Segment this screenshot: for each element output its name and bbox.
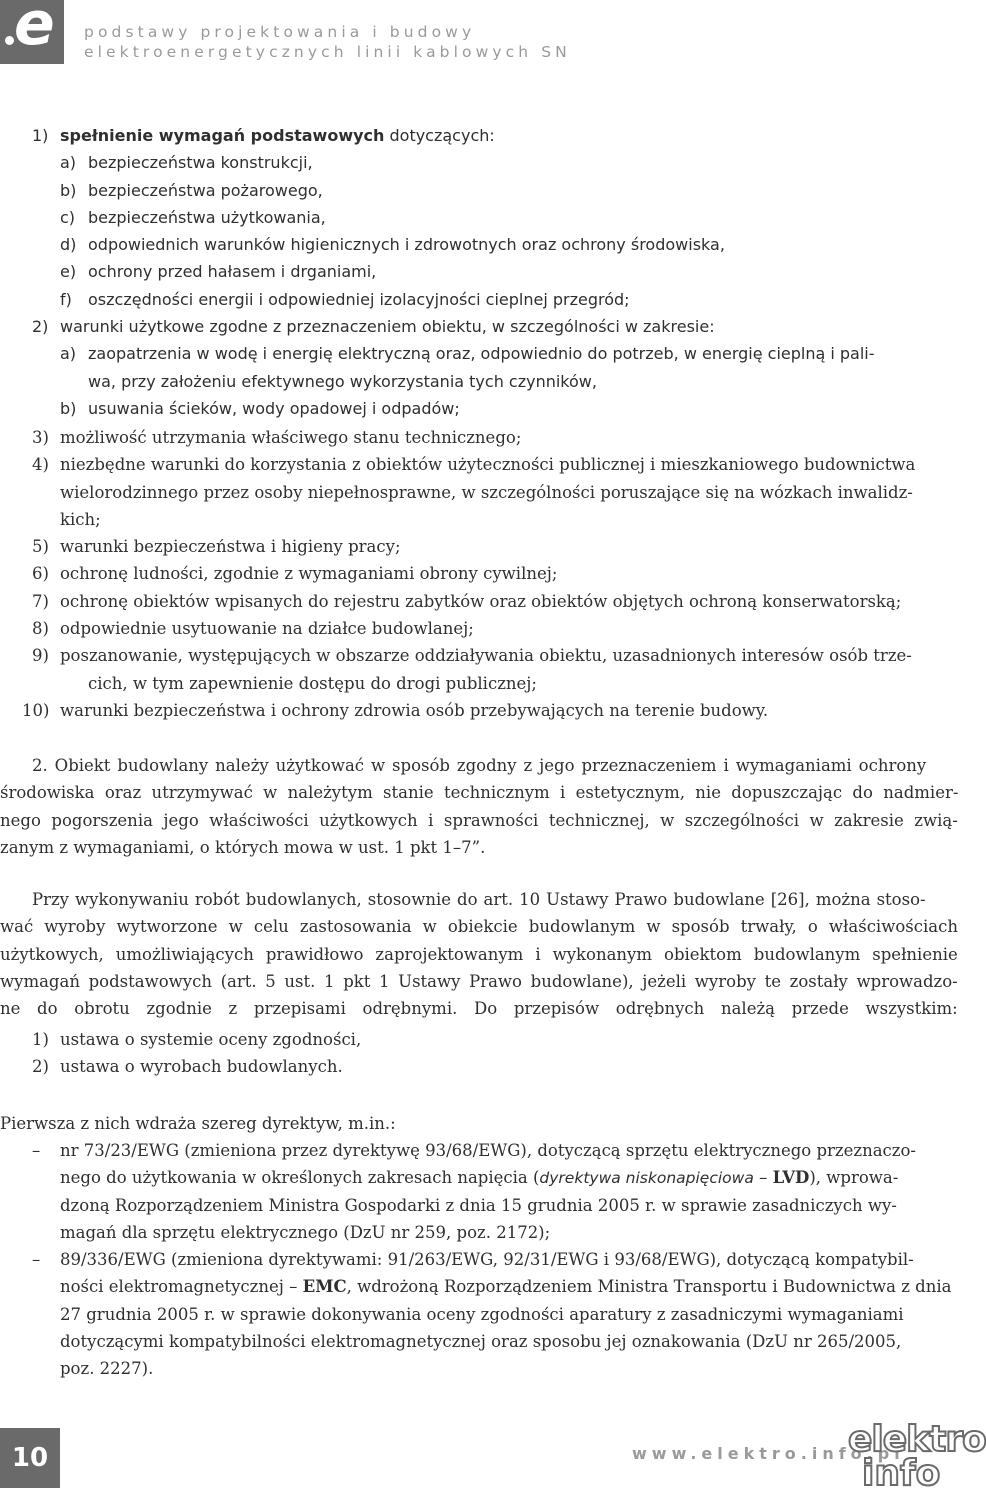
list-marker: c) — [60, 207, 76, 227]
list-text: zaopatrzenia w wodę i energię elektryczną oraz, odpowiednio do potrzeb, w energię cieplną i pali- — [88, 344, 875, 364]
list-marker: 3) — [32, 428, 49, 447]
logo-word-2: info — [862, 1453, 941, 1494]
list-item — [0, 1026, 960, 1053]
list-marker: 4) — [32, 455, 49, 475]
list-item — [0, 340, 960, 367]
paragraph-line: wać wyroby wytworzone w celu zastosowania w obiekcie budowlanym w sposób trwały, o właściwościach — [0, 917, 958, 937]
list-item — [0, 1328, 960, 1355]
list-item — [0, 588, 960, 615]
list-text: magań dla sprzętu elektrycznego (DzU nr 259, poz. 2172); — [60, 1222, 551, 1242]
list-text: usuwania ścieków, wody opadowej i odpadów; — [88, 398, 460, 418]
list-item — [0, 177, 960, 204]
list-item — [0, 615, 960, 642]
list-text: 89/336/EWG (zmieniona dyrektywami: 91/263/EWG, 92/31/EWG i 93/68/EWG), dotyczącą kompatybil- — [60, 1250, 914, 1270]
elektro-info-logo — [846, 1419, 986, 1494]
list-marker: 7) — [32, 591, 49, 611]
list-item — [0, 368, 960, 395]
list-item — [0, 149, 960, 176]
list-marker: 2) — [32, 1057, 49, 1077]
list-item — [0, 1192, 960, 1219]
list-item — [0, 122, 960, 149]
list-item — [0, 1246, 960, 1273]
paragraph-line: Przy wykonywaniu robót budowlanych, stosownie do art. 10 Ustawy Prawo budowlane [26], można stoso- — [32, 890, 926, 909]
list-marker: b) — [60, 180, 77, 200]
dash-marker: – — [32, 1250, 41, 1270]
list-marker: 6) — [32, 564, 49, 584]
list-item — [0, 1355, 960, 1382]
list-text: wa, przy założeniu efektywnego wykorzystania tych czynników, — [88, 371, 597, 391]
list-text: ustawa o wyrobach budowlanych. — [60, 1057, 343, 1077]
list-item — [0, 1164, 960, 1191]
list-text: bezpieczeństwa konstrukcji, — [88, 153, 313, 173]
list-marker: 1) — [32, 126, 49, 145]
requirements-list — [0, 122, 960, 422]
list-item — [0, 506, 960, 533]
list-text: , wdrożoną Rozporządzeniem Ministra Transportu i Budownictwa z dnia — [346, 1277, 952, 1297]
regulations-list — [0, 1026, 960, 1081]
list-text: dzoną Rozporządzeniem Ministra Gospodarki z dnia 15 grudnia 2005 r. w sprawie zasadniczych wy- — [60, 1195, 897, 1215]
list-marker: d) — [60, 235, 77, 255]
list-item — [0, 479, 960, 506]
list-marker: f) — [60, 289, 72, 309]
requirements-list-continued — [0, 424, 960, 724]
paragraph-line: wymagań podstawowych (art. 5 ust. 1 pkt 1 Ustawy Prawo budowlane), jeżeli wyroby te zostały wprowadzo- — [0, 971, 958, 991]
dash-marker: – — [32, 1141, 41, 1160]
list-marker: a) — [60, 153, 77, 173]
paragraph-construction — [0, 886, 958, 1022]
list-item — [0, 204, 960, 231]
list-item — [0, 1137, 960, 1164]
running-header — [84, 22, 571, 62]
list-item — [0, 533, 960, 560]
paragraph-line: użytkowych, umożliwiających prawidłowo zaprojektowanym i wykonanym obiektom budowlanym spełnienie — [0, 944, 958, 964]
list-text: ustawa o systemie oceny zgodności, — [60, 1030, 362, 1049]
list-text: możliwość utrzymania właściwego stanu technicznego; — [60, 428, 522, 447]
list-text: ochronę ludności, zgodnie z wymaganiami obrony cywilnej; — [60, 564, 558, 584]
paragraph-line: środowiska oraz utrzymywać w należytym stanie technicznym i estetycznym, nie dopuszczając do nadmier- — [0, 783, 959, 803]
list-text: bezpieczeństwa użytkowania, — [88, 207, 326, 227]
italic-phrase: dyrektywa niskonapięciowa — [539, 1169, 754, 1188]
list-text: ochronę obiektów wpisanych do rejestru zabytków oraz obiektów objętych ochroną konserwatorską; — [60, 591, 902, 611]
list-marker: 9) — [32, 646, 49, 666]
list-item — [0, 1301, 960, 1328]
paragraph-line: ne do obrotu zgodnie z przepisami odrębnymi. Do przepisów odrębnych należą przede wszystkim: — [0, 999, 958, 1019]
list-text: warunki użytkowe zgodne z przeznaczeniem obiektu, w szczególności w zakresie: — [60, 317, 715, 337]
logo-word-1: elektro — [848, 1419, 986, 1460]
list-text: dotyczących: — [384, 126, 495, 145]
list-marker: b) — [60, 398, 77, 418]
list-marker: 1) — [32, 1030, 49, 1049]
list-item — [0, 1273, 960, 1300]
list-item — [0, 395, 960, 422]
directives-list — [0, 1137, 960, 1383]
list-text: ochrony przed hałasem i drganiami, — [88, 262, 377, 282]
paragraph-line: Pierwsza z nich wdraża szereg dyrektyw, m.in.: — [0, 1114, 396, 1133]
list-item — [0, 231, 960, 258]
list-item — [0, 258, 960, 285]
logo-dot — [5, 36, 14, 45]
list-marker: 5) — [32, 537, 49, 557]
list-marker: e) — [60, 262, 77, 282]
list-text: – — [753, 1168, 773, 1188]
list-text: 27 grudnia 2005 r. w sprawie dokonywania oceny zgodności aparatury z zasadniczymi wymaganiami — [60, 1304, 904, 1324]
list-marker: 10) — [22, 700, 50, 720]
page-number: 10 — [0, 1428, 60, 1488]
paragraph-directives — [0, 1110, 958, 1137]
paragraph-line: zanym z wymaganiami, o których mowa w ust. 1 pkt 1–7”. — [0, 837, 486, 857]
list-item — [0, 697, 960, 724]
list-text: poszanowanie, występujących w obszarze oddziaływania obiektu, uzasadnionych interesów osób trze- — [60, 646, 912, 666]
list-text: dotyczącymi kompatybilności elektromagnetycznej oraz sposobu jej oznakowania (DzU nr 265/2005, — [60, 1332, 902, 1352]
paragraph-line: nego pogorszenia jego właściwości użytkowych i sprawności technicznej, w szczególności w zakresie zwią- — [0, 810, 958, 830]
list-marker: 8) — [32, 619, 49, 639]
list-item — [0, 313, 960, 340]
list-text: odpowiednich warunków higienicznych i zdrowotnych oraz ochrony środowiska, — [88, 235, 725, 255]
list-item — [0, 1219, 960, 1246]
list-text: nego do użytkowania w określonych zakresach napięcia ( — [60, 1168, 540, 1188]
logo-letter: e — [14, 0, 55, 59]
list-text: poz. 2227). — [60, 1359, 154, 1379]
list-text: wielorodzinnego przez osoby niepełnosprawne, w szczególności poruszające się na wózkach inwalidz- — [60, 482, 913, 502]
list-text: oszczędności energii i odpowiedniej izolacyjności cieplnej przegród; — [88, 289, 630, 309]
footer-url[interactable]: www.elektro.info.pl — [632, 1444, 905, 1463]
bold-abbreviation: EMC — [302, 1277, 347, 1297]
list-item — [0, 286, 960, 313]
list-text: warunki bezpieczeństwa i ochrony zdrowia osób przebywających na terenie budowy. — [60, 700, 769, 720]
list-text: kich; — [60, 509, 101, 529]
bold-phrase: spełnienie wymagań podstawowych — [60, 126, 385, 145]
list-item — [0, 1053, 960, 1080]
list-marker: a) — [60, 344, 77, 364]
paragraph-line: 2. Obiekt budowlany należy użytkować w sposób zgodny z jego przeznaczeniem i wymaganiami ochrony — [32, 756, 927, 775]
header-line-1: podstawy projektowania i budowy — [84, 23, 476, 41]
list-text: warunki bezpieczeństwa i higieny pracy; — [60, 537, 401, 557]
list-item — [0, 560, 960, 587]
list-text: ności elektromagnetycznej – — [60, 1277, 303, 1297]
list-text: ), wprowa- — [809, 1168, 899, 1188]
list-text: cich, w tym zapewnienie dostępu do drogi publicznej; — [88, 673, 537, 693]
list-item — [0, 642, 960, 669]
list-item — [0, 424, 960, 451]
logo — [0, 0, 64, 64]
list-marker: 2) — [32, 317, 49, 337]
list-text: nr 73/23/EWG (zmieniona przez dyrektywę 93/68/EWG), dotyczącą sprzętu elektrycznego przeznaczo- — [60, 1141, 916, 1160]
list-text: niezbędne warunki do korzystania z obiektów użyteczności publicznej i mieszkaniowego budownictwa — [60, 455, 916, 475]
list-item — [0, 670, 960, 697]
paragraph-2 — [0, 752, 958, 861]
list-text: bezpieczeństwa pożarowego, — [88, 180, 323, 200]
bold-abbreviation: LVD — [772, 1168, 810, 1188]
list-item — [0, 451, 960, 478]
header-line-2: elektroenergetycznych linii kablowych SN — [84, 43, 571, 61]
list-text: odpowiednie usytuowanie na działce budowlanej; — [60, 619, 474, 639]
